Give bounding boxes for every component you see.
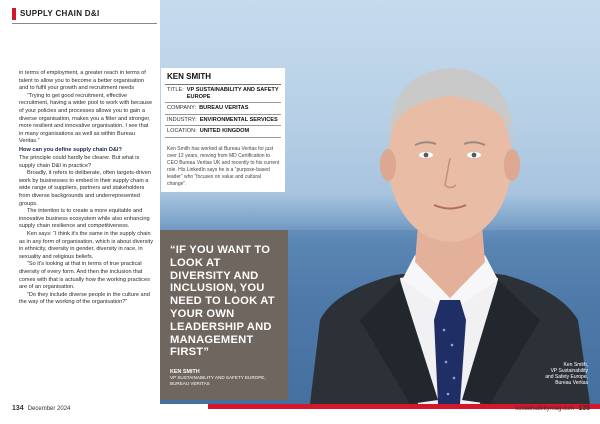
body-paragraph: Ken says: “I think it’s the same in the supply chain as in any form of organisation, which is about diversity in ethnicity, diversity in gender, diversity in race, in sexuality and religious beliefs. xyxy=(19,230,154,260)
page-number-right: 135 xyxy=(578,405,590,412)
subheading: How can you define supply chain D&I? xyxy=(19,147,122,154)
profile-location-row xyxy=(165,126,281,138)
profile-title-row xyxy=(165,85,281,103)
profile-location-value: UNITED KINGDOM xyxy=(199,128,250,135)
body-paragraph: “Do they include diverse people in the culture and the way of the working of the organisation?” xyxy=(19,291,150,306)
section-divider xyxy=(12,23,157,24)
body-paragraph: Broadly, it refers to deliberate, often targets-driven work by businesses to embed in their supply chain a wide range of suppliers, partners and stakeholders from diverse backgrounds and underrepresented groups. xyxy=(19,170,151,207)
page-number-left: 134 xyxy=(12,405,24,412)
caption-line: Ken Smith, xyxy=(563,362,588,368)
body-paragraph: “Trying to get good recruitment, effective recruitment, having a wider pool to work with because of your policies and processes allows you to gain a diverse organisation, makes you a fitter and stronger, more resilient and innovative organisation. I see that in many organisations as well as within Bureau Veritas.” xyxy=(19,92,153,145)
photo-caption xyxy=(518,362,588,386)
profile-bio: Ken Smith has worked at Bureau Veritas for just over 12 years, moving from MD Certification to CEO Bureau Veritas UK and recently to his current role. His LinkedIn says he is a “purpose-based leader” who “focuses on value and cultural change”. xyxy=(167,145,280,187)
profile-industry-value: ENVIRONMENTAL SERVICES xyxy=(199,116,278,123)
body-paragraph: The intention is to create a more equitable and innovative business ecosystem while also enhancing supply chain resilience and competitiveness. xyxy=(19,208,150,230)
footer-left xyxy=(12,405,70,412)
profile-title-label: TITLE: xyxy=(167,87,184,93)
profile-card xyxy=(161,68,285,192)
body-paragraph: in terms of employment, a greater reach in terms of talent to allow you to become a better organisation and to fulfil your growth and recruitment needs xyxy=(19,70,146,92)
pull-quote xyxy=(160,230,288,400)
pull-quote-name: KEN SMITH xyxy=(170,369,200,376)
caption-line: Bureau Veritas xyxy=(555,380,588,386)
pull-quote-text: “IF YOU WANT TO LOOK AT DIVERSITY AND INCLUSION, YOU NEED TO LOOK AT YOUR OWN LEADERSHIP AND MANAGEMENT FIRST” xyxy=(170,244,275,359)
section-accent-bar xyxy=(12,8,16,20)
footer-right xyxy=(515,405,590,412)
section-title: SUPPLY CHAIN D&I xyxy=(20,9,100,18)
profile-title-value: VP SUSTAINABILITY AND SAFETY EUROPE xyxy=(186,87,279,100)
profile-industry-label: INDUSTRY: xyxy=(167,116,197,123)
profile-company-row xyxy=(165,103,281,115)
issue-date: December 2024 xyxy=(27,406,71,412)
pull-quote-role: VP SUSTAINABILITY AND SAFETY EUROPE, BUREAU VERITAS xyxy=(170,375,266,386)
caption-line: VP Sustainability xyxy=(550,368,588,374)
profile-company-value: BUREAU VERITAS xyxy=(199,105,249,112)
caption-line: and Safety Europe, xyxy=(545,374,588,380)
body-paragraph: “So it’s looking at that in terms of true practical diversity of every form. And then the inclusion that comes with that is actually how the working practices are of an organisation. xyxy=(19,261,150,291)
article-body xyxy=(19,70,153,307)
profile-name: KEN SMITH xyxy=(165,68,281,85)
profile-industry-row xyxy=(165,115,281,127)
profile-company-label: COMPANY: xyxy=(167,105,197,112)
profile-location-label: LOCATION: xyxy=(167,128,197,135)
body-paragraph: The principle could hardly be clearer. But what is supply chain D&I in practice? xyxy=(19,155,140,169)
site-url: sustainabilitymag.com xyxy=(515,406,575,412)
